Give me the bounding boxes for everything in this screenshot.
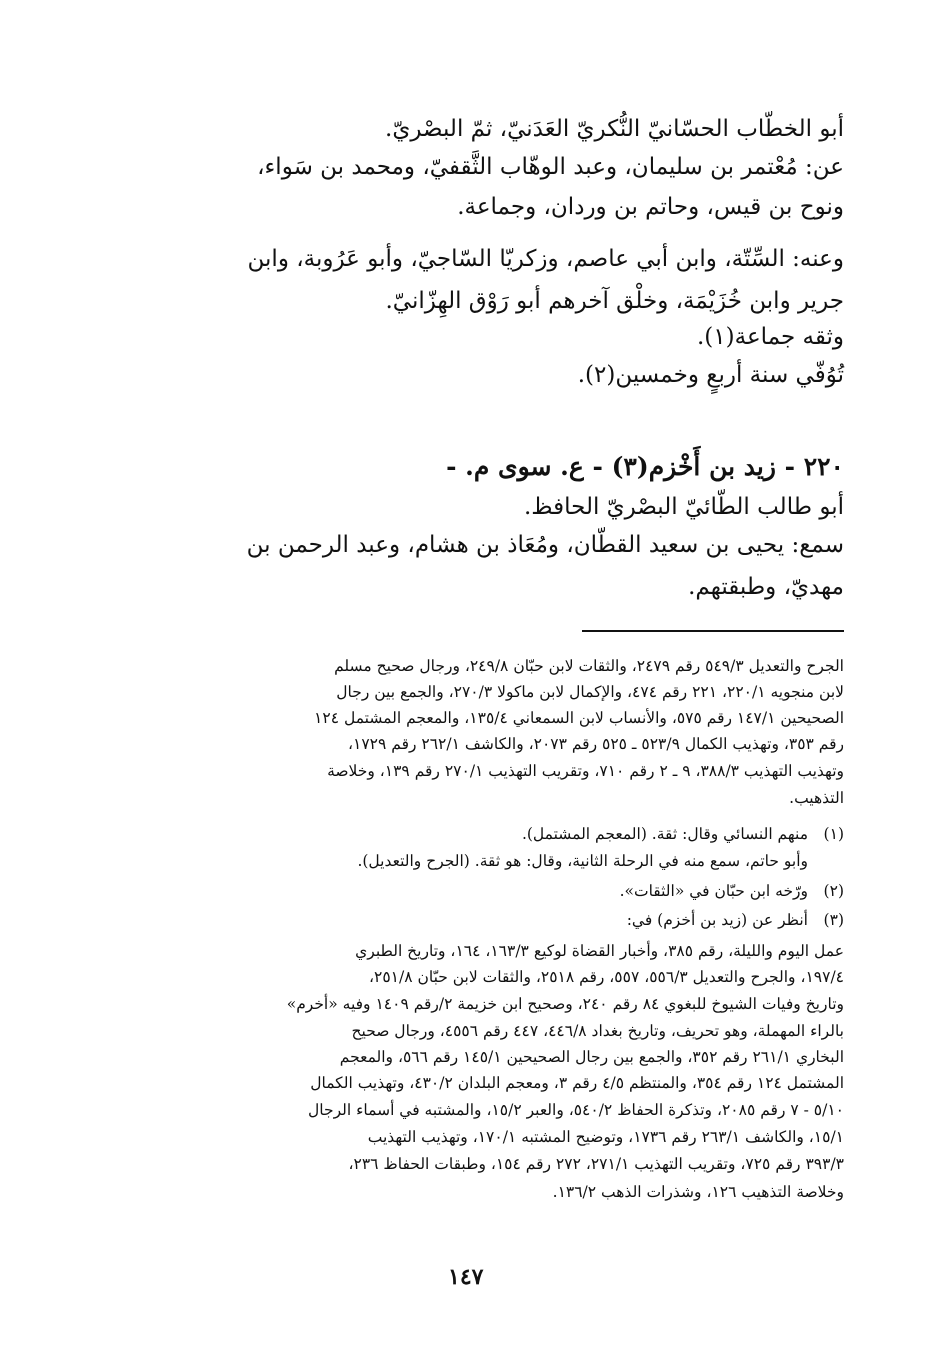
main-line-2: عن: مُعْتمر بن سليمان، وعبد الوهّاب الثَّقفيّ، ومحمد بن سَواء،: [257, 154, 844, 180]
footnote-general-line-2: لابن منجويه ٢٢٠/١، ٢٢١ رقم ٤٧٤، والإكمال لابن ماكولا ٢٧٠/٣، والجمع بين رجال: [336, 683, 844, 701]
footnote-1-line-1: منهم النسائي وقال: ثقة. (المعجم المشتمل).: [521, 825, 808, 843]
page-number: ١٤٧: [448, 1264, 484, 1290]
footnote-general-line-3: الصحيحين ١٤٧/١ رقم ٥٧٥، والأنساب لابن السمعاني ١٣٥/٤، والمعجم المشتمل ١٢٤: [314, 709, 844, 727]
main-line-1: أبو الخطّاب الحسّانيّ النُّكريّ العَدَنيّ، ثمّ البصْريّ.: [385, 116, 844, 142]
footnote-2-number: (٢): [823, 882, 844, 900]
entry-line-3: مهديّ، وطبقتهم.: [688, 574, 844, 600]
entry-line-1: أبو طالب الطّائيّ البصْريّ الحافظ.: [523, 494, 844, 520]
footnote-general-line-4: رقم ٣٥٣، وتهذيب الكمال ٥٢٣/٩ ـ ٥٢٥ رقم ٢٠٧٣، والكاشف ٢٦٢/١ رقم ١٧٢٩،: [348, 735, 844, 753]
footnote-3-ref-line-8: ١٥/١، والكاشف ٢٦٣/١ رقم ١٧٣٦، وتوضيح المشتبه ١٧٠/١، وتهذيب التهذيب: [367, 1128, 844, 1146]
footnote-separator: [582, 630, 844, 632]
footnote-3-ref-line-10: وخلاصة التذهيب ١٢٦، وشذرات الذهب ١٣٦/٢.: [552, 1183, 844, 1201]
footnote-general-line-1: الجرح والتعديل ٥٤٩/٣ رقم ٢٤٧٩، والثقات لابن حبّان ٢٤٩/٨، ورجال صحيح مسلم: [334, 657, 844, 675]
footnote-3-ref-line-3: وتاريخ وفيات الشيوخ للبغوي ٨٤ رقم ٢٤٠، وصحيح ابن خزيمة ٢/رقم ١٤٠٩ وفيه «أخرم»: [286, 995, 844, 1013]
footnote-2-line-1: ورّخه ابن حبّان في «الثقات».: [619, 882, 808, 900]
footnote-3-ref-line-9: ٣٩٣/٣ رقم ٧٢٥، وتقريب التهذيب ٢٧١/١، ٢٧٢ رقم ١٥٤، وطبقات الحفاظ ٢٣٦،: [348, 1155, 844, 1173]
main-line-3: ونوح بن قيس، وحاتم بن وردان، وجماعة.: [457, 194, 844, 220]
main-line-4: وعنه: السِّتّة، وابن أبي عاصم، وزكريّا السّاجيّ، وأبو عَرُوبة، وابن: [247, 246, 844, 272]
main-line-7: تُوُفّي سنة أربعٍ وخمسين(٢).: [577, 362, 844, 388]
main-line-5: جرير وابن خُزَيْمَة، وخلْق آخرهم أبو رَوْق الهِزّانيّ.: [385, 288, 844, 314]
footnote-1-line-2: وأبو حاتم، سمع منه في الرحلة الثانية، وقال: هو ثقة. (الجرح والتعديل).: [357, 852, 808, 870]
footnote-3-ref-line-4: بالراء المهملة، وهو تحريف، وتاريخ بغداد ٤٤٦/٨، ٤٤٧ رقم ٤٥٥٦، ورجال صحيح: [351, 1022, 844, 1040]
footnote-3-ref-line-6: المشتمل ١٢٤ رقم ٣٥٤، والمنتظم ٤/٥ رقم ٣، ومعجم البلدان ٤٣٠/٢، وتهذيب الكمال: [310, 1074, 844, 1092]
footnote-3-line-1: أنظر عن (زيد بن أخزم) في:: [626, 911, 808, 929]
footnote-3-number: (٣): [823, 911, 844, 929]
footnote-3-ref-line-1: عمل اليوم والليلة، رقم ٣٨٥، وأخبار القضاة لوكيع ١٦٣/٣، ١٦٤، وتاريخ الطبري: [355, 942, 844, 960]
footnote-1-number: (١): [823, 825, 844, 843]
footnote-3-ref-line-2: ١٩٧/٤، والجرح والتعديل ٥٥٦/٣، ٥٥٧، رقم ٢٥١٨، والثقات لابن حبّان ٢٥١/٨،: [368, 968, 844, 986]
footnote-3-ref-line-7: ٥/١٠ - ٧ رقم ٢٠٨٥، وتذكرة الحفاظ ٥٤٠/٢، والعبر ١٥/٢، والمشتبه في أسماء الرجال: [308, 1101, 844, 1119]
footnote-general-line-6: التذهيب.: [789, 789, 844, 807]
footnote-general-line-5: وتهذيب التهذيب ٣٨٨/٣، ٩ ـ ٢ رقم ٧١٠، وتقريب التهذيب ٢٧٠/١ رقم ١٣٩، وخلاصة: [327, 762, 844, 780]
main-line-6: وثقه جماعة(١).: [697, 324, 844, 350]
entry-heading: ٢٢٠ - زيد بن أَخْزم(٣) - ع. سوى م. -: [446, 452, 844, 481]
footnote-3-ref-line-5: البخاري ٢٦١/١ رقم ٣٥٢، والجمع بين رجال الصحيحين ١٤٥/١ رقم ٥٦٦، والمعجم: [339, 1048, 844, 1066]
entry-line-2: سمع: يحيى بن سعيد القطّان، ومُعَاذ بن هشام، وعبد الرحمن بن: [246, 532, 844, 558]
